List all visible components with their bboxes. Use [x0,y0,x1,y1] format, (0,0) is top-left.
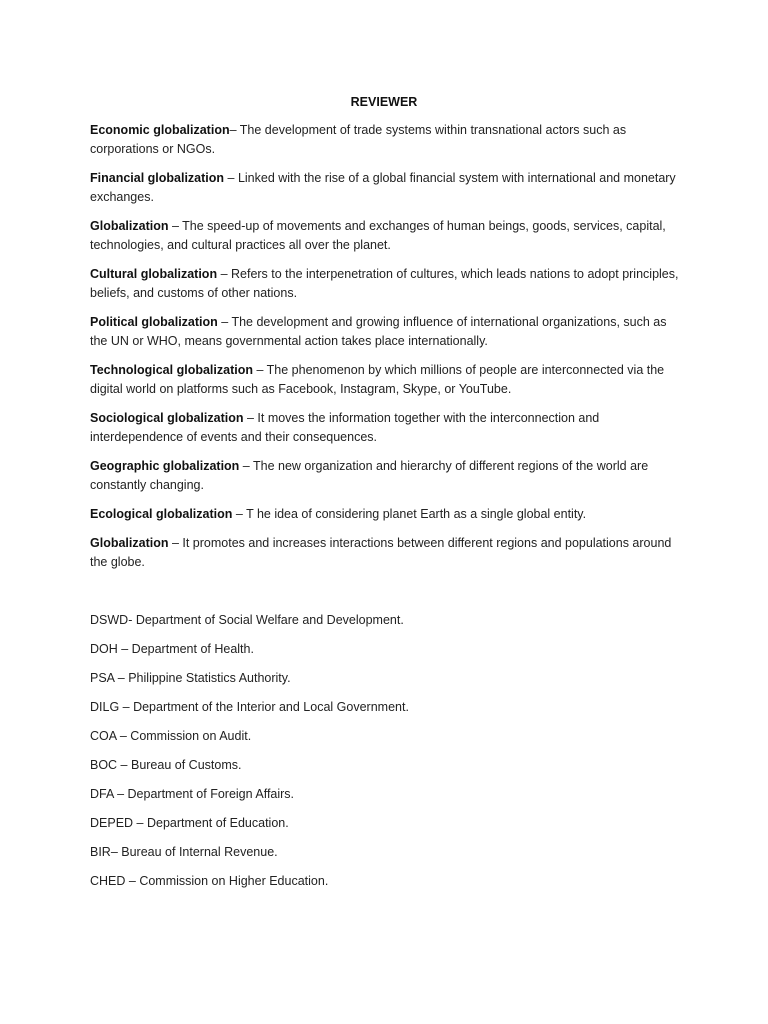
definition-paragraph [90,313,680,351]
definition-text: – The development and growing influence of international organizations, such as the UN or WHO, means governmental action takes place internationally. [90,315,667,348]
definition-paragraph [90,505,680,524]
definition-term: Globalization [90,536,169,550]
definition-text: – It promotes and increases interactions between different regions and populations around the globe. [90,536,672,569]
definition-text: – T he idea of considering planet Earth as a single global entity. [232,507,587,521]
definition-paragraph [90,457,680,495]
definition-text: – Linked with the rise of a global financial system with international and monetary exchanges. [90,171,676,204]
definition-term: Cultural globalization [90,267,218,281]
abbreviation-item: PSA – Philippine Statistics Authority. [90,671,291,685]
definition-term: Political globalization [90,315,218,329]
definition-term: Ecological globalization [90,507,233,521]
definition-paragraph [90,169,680,207]
definition-text: – The development of trade systems within transnational actors such as corporations or NGOs. [90,123,627,156]
definition-term: Technological globalization [90,363,253,377]
definitions-section [90,121,680,582]
definition-text: – The speed-up of movements and exchanges of human beings, goods, services, capital, technologies, and cultural practices all over the planet. [90,219,666,252]
definition-text: – The new organization and hierarchy of different regions of the world are constantly changing. [90,459,649,492]
definition-text: – It moves the information together with the interconnection and interdependence of events and their consequences. [90,411,600,444]
definition-paragraph [90,217,680,255]
definition-paragraph [90,121,680,159]
definition-term: Financial globalization [90,171,225,185]
definition-paragraph [90,265,680,303]
definition-paragraph [90,534,680,572]
abbreviations-section [90,611,680,901]
definition-term: Sociological globalization [90,411,244,425]
definition-paragraph [90,361,680,399]
abbreviation-item: DFA – Department of Foreign Affairs. [90,787,295,801]
definition-paragraph [90,409,680,447]
definition-term: Economic globalization [90,123,230,137]
definition-term: Globalization [90,219,169,233]
page-title: REVIEWER [350,95,418,109]
abbreviation-item: DEPED – Department of Education. [90,816,289,830]
definition-term: Geographic globalization [90,459,240,473]
definition-text: – The phenomenon by which millions of people are interconnected via the digital world on platforms such as Facebook, Instagram, Skype, or YouTube. [90,363,665,396]
definition-text: – Refers to the interpenetration of cultures, which leads nations to adopt principles, beliefs, and customs of other nations. [90,267,679,300]
abbreviation-item: DILG – Department of the Interior and Local Government. [90,700,409,714]
abbreviation-item: DSWD- Department of Social Welfare and Development. [90,613,404,627]
abbreviation-item: CHED – Commission on Higher Education. [90,874,329,888]
abbreviation-item: BOC – Bureau of Customs. [90,758,242,772]
abbreviation-item: DOH – Department of Health. [90,642,254,656]
abbreviation-item: BIR– Bureau of Internal Revenue. [90,845,278,859]
abbreviation-item: COA – Commission on Audit. [90,729,252,743]
